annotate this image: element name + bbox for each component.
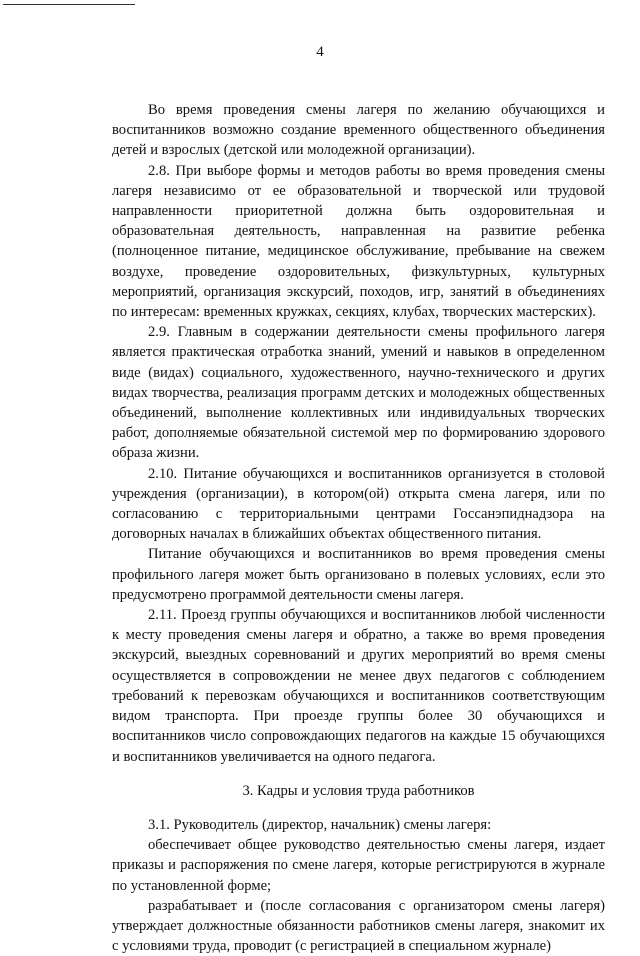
paragraph-2-10: 2.10. Питание обучающихся и воспитанников организуется в столовой учреждения (организации), в котором(ой) открыта смена лагеря, или по согласованию с территориальными центрами Госсанэпиднадзора на договорных началах в ближайших объектах общественного питания. — [112, 465, 605, 543]
page-number: 4 — [316, 44, 324, 60]
paragraph: разрабатывает и (после согласования с организатором смены лагеря) утверждает должностные обязанности работников смены лагеря, знакомит их с условиями труда, проводит (с регистрацией в специальном журнале) — [112, 897, 605, 955]
paragraph: обеспечивает общее руководство деятельностью смены лагеря, издает приказы и распоряжения по смене лагеря, которые регистрируются в журнале по установленной форме; — [112, 837, 605, 894]
top-rule — [3, 4, 135, 5]
paragraph-2-8: 2.8. При выборе формы и методов работы во время проведения смены лагеря независимо от ее образовательной и творческой или трудовой направленности приоритетной должна быть оздоровительная и образовательная деятельность, направленная на развитие ребенка (полноценное питание, медицинское обслуживание, пребывание на свежем воздухе, проведение оздоровительных, физкультурных, культурных мероприятий, организация экскурсий, походов, игр, занятий в объединениях по интересам: временных кружках, секциях, клубах, творческих мастерских). — [112, 162, 605, 321]
paragraph: Питание обучающихся и воспитанников во время проведения смены профильного лагеря может быть организовано в полевых условиях, если это предусмотрено программой деятельности смены лагеря. — [112, 546, 605, 603]
paragraph: Во время проведения смены лагеря по желанию обучающихся и воспитанников возможно создание временного общественного объединения детей и взрослых (детской или молодежной организации). — [112, 102, 605, 159]
paragraph-2-9: 2.9. Главным в содержании деятельности смены профильного лагеря является практическая отработка знаний, умений и навыков в определенном виде (видах) социального, художественного, научно-технического и других видах творчества, реализация программ детских и молодежных общественных объединений, выполнение коллективных или индивидуальных творческих работ, дополняемые обязательной системой мер по формированию здорового образа жизни. — [112, 324, 605, 462]
document-body — [112, 100, 605, 956]
section-heading: 3. Кадры и условия труда работников — [242, 782, 475, 799]
paragraph-2-11: 2.11. Проезд группы обучающихся и воспитанников любой численности к месту проведения смены лагеря и обратно, а также во время проведения экскурсий, выездных соревнований и других мероприятий во время смены осуществляется в сопровождении не менее двух педагогов с соблюдением требований к перевозкам обучающихся и воспитанников соответствующим видом транспорта. При проезде группы более 30 обучающихся и воспитанников число сопровождающих педагогов на каждые 15 обучающихся и воспитанников увеличивается на одного педагога. — [112, 607, 605, 765]
paragraph-3-1: 3.1. Руководитель (директор, начальник) смены лагеря: — [148, 816, 492, 833]
